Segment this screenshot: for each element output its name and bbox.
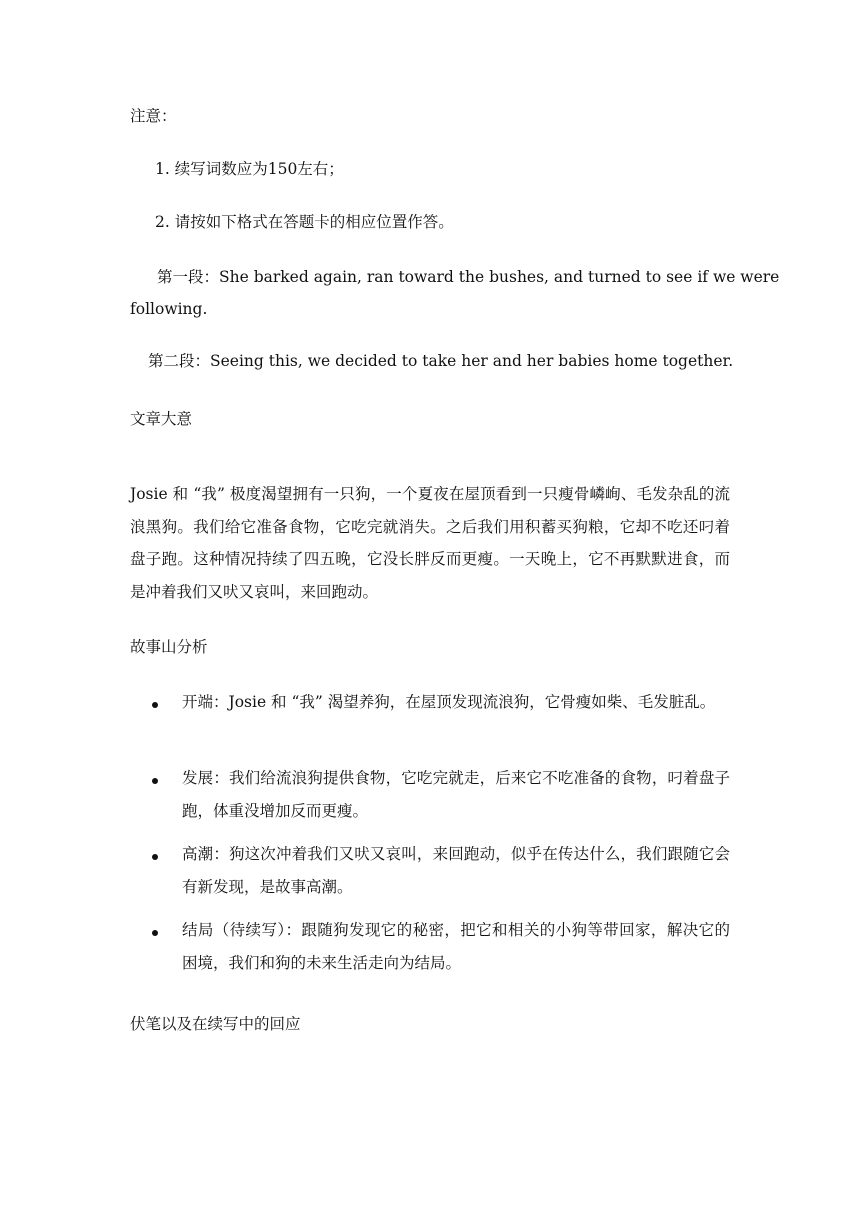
bullet-icon bbox=[152, 930, 158, 936]
foreshadow-heading: 伏笔以及在续写中的回应 bbox=[130, 1015, 301, 1033]
note-item-2: 2. 请按如下格式在答题卡的相应位置作答。 bbox=[155, 213, 454, 231]
format-paragraph-2: 第二段：Seeing this, we decided to take her and her babies home together. bbox=[148, 352, 734, 370]
format-paragraph-1-line-1: 第一段：She barked again, ran toward the bushes, and turned to see if we were bbox=[157, 268, 780, 286]
list-item-text: 开端：Josie 和 “我” 渴望养狗，在屋顶发现流浪狗，它骨瘦如柴、毛发脏乱。 bbox=[182, 693, 716, 711]
bullet-icon bbox=[152, 702, 158, 708]
summary-paragraph: Josie 和 “我” 极度渴望拥有一只狗，一个夏夜在屋顶看到一只瘦骨嶙峋、毛发杂乱的流浪黑狗。我们给它准备食物，它吃完就消失。之后我们用积蓄买狗粮，它却不吃还叼着盘子跑。这种情况持续了四五晚，它没长胖反而更瘦。一天晚上，它不再默默进食，而是冲着我们又吠又哀叫，来回跑动。 bbox=[130, 485, 730, 601]
format-paragraph-1-line-2: following. bbox=[130, 300, 208, 318]
list-item-text: 高潮：狗这次冲着我们又吠又哀叫，来回跑动，似乎在传达什么，我们跟随它会有新发现，是故事高潮。 bbox=[182, 845, 730, 896]
note-heading: 注意： bbox=[130, 107, 177, 125]
bullet-icon bbox=[152, 778, 158, 784]
note-item-1: 1. 续写词数应为150左右； bbox=[155, 160, 344, 178]
list-item-text: 发展：我们给流浪狗提供食物，它吃完就走，后来它不吃准备的食物，叼着盘子跑，体重没增加反而更瘦。 bbox=[182, 769, 730, 820]
summary-heading: 文章大意 bbox=[130, 410, 193, 428]
bullet-icon bbox=[152, 854, 158, 860]
analysis-heading: 故事山分析 bbox=[130, 638, 208, 656]
list-item-text: 结局（待续写）：跟随狗发现它的秘密，把它和相关的小狗等带回家，解决它的困境，我们和狗的未来生活走向为结局。 bbox=[182, 921, 730, 972]
